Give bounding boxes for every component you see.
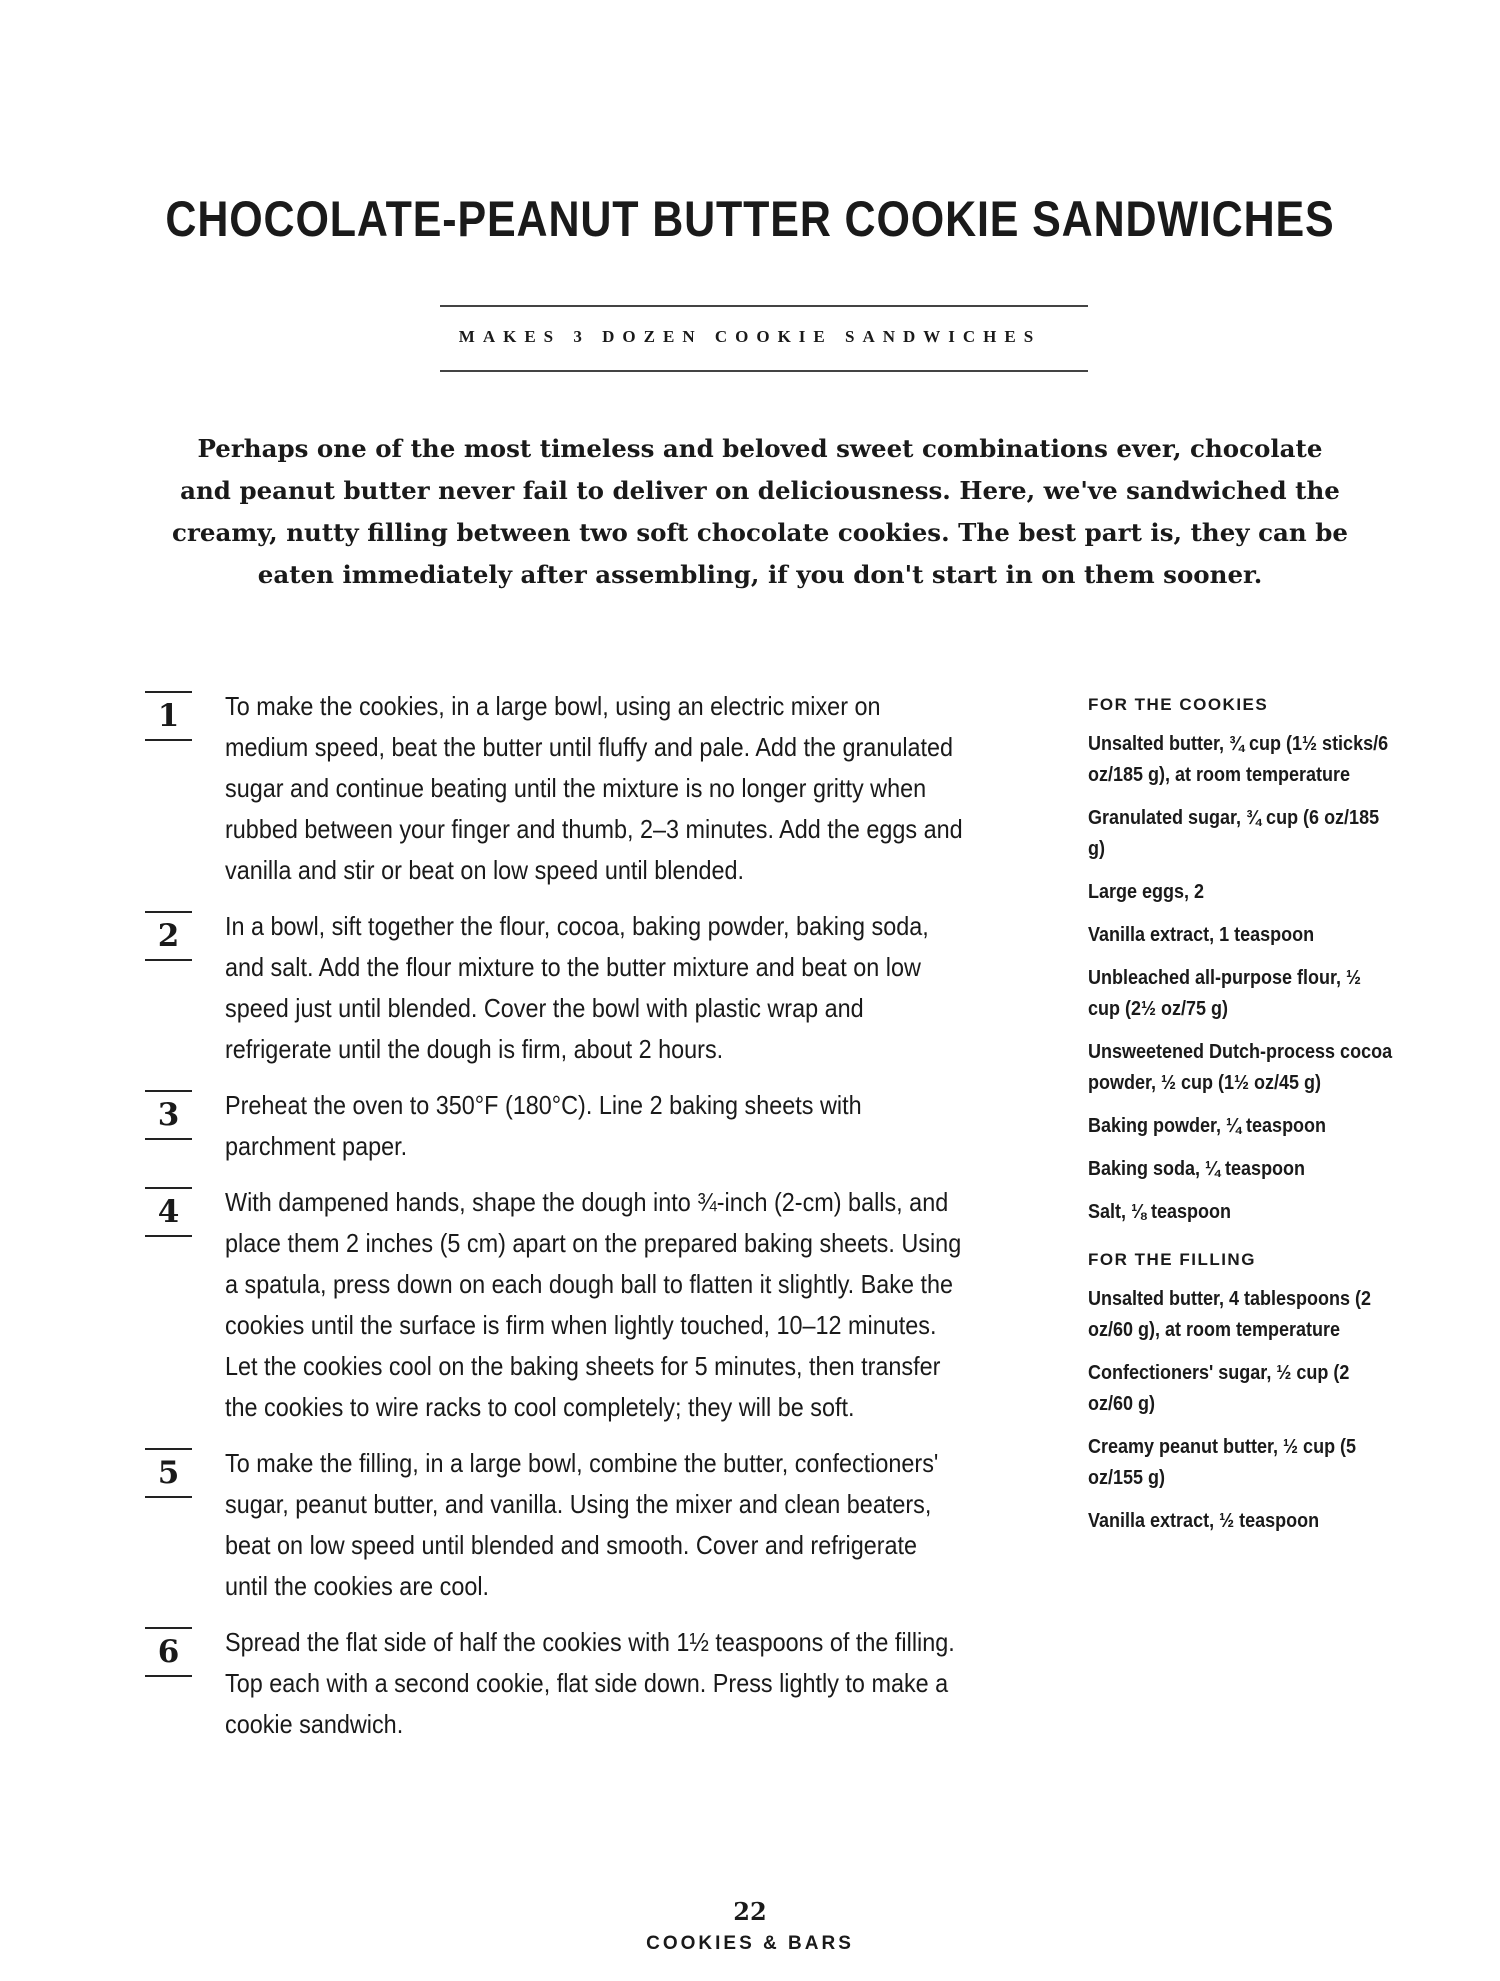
step-number: 4: [145, 1187, 192, 1237]
step-text: To make the filling, in a large bowl, combine the butter, confectioners' sugar, peanut butter, and vanilla. Using the mixer and clean beaters, beat on low speed until blended and smooth. Cover and refrigerate until the cookies are cool.: [225, 1448, 939, 1601]
page-title: CHOCOLATE-PEANUT BUTTER COOKIE SANDWICHES: [165, 191, 1335, 247]
yield-top-rule: [440, 305, 1088, 307]
step-6: [145, 1622, 1045, 1745]
step-number: 1: [145, 691, 192, 741]
ingredient-item: Unbleached all-purpose flour, ½ cup (2½ oz/75 g): [1088, 967, 1362, 1020]
ingredient-item: Vanilla extract, ½ teaspoon: [1088, 1510, 1320, 1532]
method-steps: [145, 686, 1045, 1760]
filling-heading: FOR THE FILLING: [1088, 1250, 1256, 1269]
step-number: 6: [145, 1627, 192, 1677]
ingredient-item: Confectioners' sugar, ½ cup (2 oz/60 g): [1088, 1362, 1350, 1415]
step-4: [145, 1182, 1045, 1428]
page-number: 22: [733, 1897, 767, 1926]
ingredient-item: Granulated sugar, ¾ cup (6 oz/185 g): [1088, 807, 1380, 860]
ingredient-item: Creamy peanut butter, ½ cup (5 oz/155 g): [1088, 1436, 1357, 1489]
step-3: [145, 1085, 1045, 1167]
ingredient-item: Salt, ⅛ teaspoon: [1088, 1201, 1232, 1223]
step-number: 3: [145, 1090, 192, 1140]
ingredient-item: Large eggs, 2: [1088, 881, 1205, 903]
step-number: 5: [145, 1448, 192, 1498]
step-2: [145, 906, 1045, 1070]
ingredient-item: Unsweetened Dutch-process cocoa powder, ½ cup (1½ oz/45 g): [1088, 1041, 1393, 1094]
step-1: [145, 686, 1045, 891]
step-text: With dampened hands, shape the dough into ¾-inch (2-cm) balls, and place them 2 inches (5 cm) apart on the prepared baking sheets. Using a spatula, press down on each dough ball to flatten it slightly. Bake the cookies until the surface is firm when lightly touched, 10–12 minutes. Let the cookies cool on the baking sheets for 5 minutes, then transfer the cookies to wire racks to cool completely; they will be soft.: [225, 1187, 962, 1422]
yield-bottom-rule: [440, 370, 1088, 372]
step-text: Preheat the oven to 350°F (180°C). Line 2 baking sheets with parchment paper.: [225, 1090, 862, 1161]
step-text: In a bowl, sift together the flour, cocoa, baking powder, baking soda, and salt. Add the flour mixture to the butter mixture and beat on low speed just until blended. Cover the bowl with plastic wrap and refrigerate until the dough is firm, about 2 hours.: [225, 911, 929, 1064]
recipe-intro: Perhaps one of the most timeless and beloved sweet combinations ever, chocolate and peanut butter never fail to deliver on deliciousness. Here, we've sandwiched the creamy, nutty filling between two soft chocolate cookies. The best part is, they can be eaten immediately after assembling, if you don't start in on them sooner.: [172, 434, 1348, 589]
ingredient-item: Vanilla extract, 1 teaspoon: [1088, 924, 1315, 946]
step-text: To make the cookies, in a large bowl, using an electric mixer on medium speed, beat the butter until fluffy and pale. Add the granulated sugar and continue beating until the mixture is no longer gritty when rubbed between your finger and thumb, 2–3 minutes. Add the eggs and vanilla and stir or beat on low speed until blended.: [225, 691, 963, 885]
section-name: COOKIES & BARS: [646, 1933, 854, 1954]
ingredients-list: [1088, 695, 1408, 1549]
ingredient-item: Baking soda, ¼ teaspoon: [1088, 1158, 1306, 1180]
cookies-heading: FOR THE COOKIES: [1088, 695, 1269, 714]
step-number: 2: [145, 911, 192, 961]
ingredient-item: Baking powder, ¼ teaspoon: [1088, 1115, 1327, 1137]
step-5: [145, 1443, 1045, 1607]
step-text: Spread the flat side of half the cookies with 1½ teaspoons of the filling. Top each with a second cookie, flat side down. Press lightly to make a cookie sandwich.: [225, 1627, 955, 1739]
ingredient-item: Unsalted butter, 4 tablespoons (2 oz/60 g), at room temperature: [1088, 1288, 1372, 1341]
recipe-yield: MAKES 3 DOZEN COOKIE SANDWICHES: [458, 327, 1042, 346]
ingredient-item: Unsalted butter, ¾ cup (1½ sticks/6 oz/185 g), at room temperature: [1088, 733, 1389, 786]
